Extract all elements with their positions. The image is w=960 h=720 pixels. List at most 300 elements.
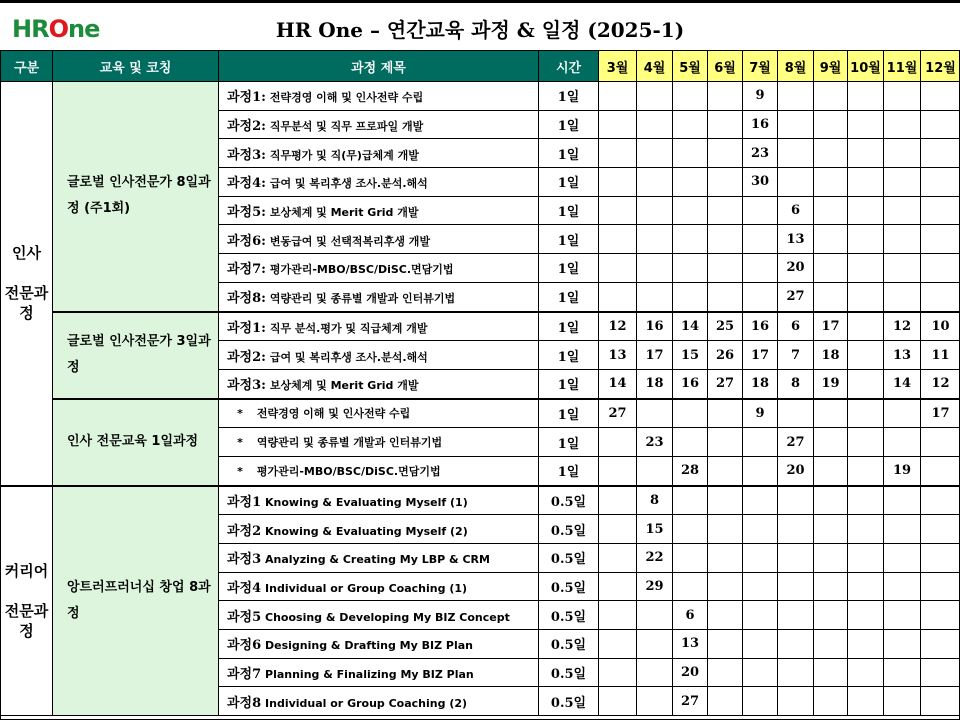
group-g1: 인사 전문교육 1일과정 [53, 399, 219, 486]
schedule-date-cell [599, 254, 637, 283]
schedule-date-cell [848, 687, 884, 716]
schedule-date-cell: 18 [637, 369, 673, 398]
schedule-date-cell [884, 139, 921, 168]
schedule-date-cell [921, 456, 960, 485]
course-title-cell [219, 282, 539, 311]
schedule-date-cell [884, 515, 921, 544]
course-title-cell [219, 428, 539, 457]
schedule-date-cell [778, 515, 814, 544]
schedule-date-cell [921, 658, 960, 687]
schedule-date-cell [814, 225, 848, 254]
schedule-date-cell [921, 254, 960, 283]
header-month: 3월 [599, 51, 637, 82]
schedule-date-cell: 13 [778, 225, 814, 254]
course-title: Knowing & Evaluating Myself (1) [265, 495, 468, 509]
schedule-date-cell [778, 572, 814, 601]
course-hours: 1일 [539, 399, 599, 428]
schedule-date-cell [708, 544, 743, 573]
course-title: Individual or Group Coaching (1) [265, 582, 468, 596]
schedule-date-cell: 17 [921, 399, 960, 428]
schedule-date-cell [848, 572, 884, 601]
bullet-marker: * [237, 436, 243, 450]
schedule-date-cell: 27 [778, 428, 814, 457]
schedule-date-cell [708, 658, 743, 687]
schedule-date-cell: 18 [814, 341, 848, 370]
course-hours: 1일 [539, 369, 599, 398]
course-title: 급여 및 복리후생 조사.분석.해석 [269, 350, 428, 364]
page-title: HR One – 연간교육 과정 & 일정 (2025-1) [275, 18, 685, 42]
schedule-date-cell [637, 225, 673, 254]
schedule-date-cell: 9 [743, 399, 778, 428]
schedule-date-cell [673, 399, 708, 428]
schedule-date-cell [884, 254, 921, 283]
course-title: 전략경영 이해 및 인사전략 수립 [269, 91, 424, 105]
header-hours: 시간 [539, 51, 599, 82]
schedule-date-cell: 12 [599, 312, 637, 341]
schedule-date-cell: 6 [778, 196, 814, 225]
schedule-date-cell [637, 139, 673, 168]
schedule-date-cell: 28 [673, 456, 708, 485]
schedule-date-cell [778, 687, 814, 716]
schedule-date-cell [884, 601, 921, 630]
header-month: 8월 [778, 51, 814, 82]
schedule-date-cell [743, 486, 778, 515]
schedule-date-cell [921, 572, 960, 601]
schedule-date-cell: 27 [673, 687, 708, 716]
course-title: 역량관리 및 종류별 개발과 인터뷰기법 [269, 292, 456, 306]
schedule-date-cell [814, 254, 848, 283]
schedule-date-cell [637, 82, 673, 111]
schedule-date-cell [848, 630, 884, 659]
schedule-date-cell [814, 630, 848, 659]
schedule-date-cell [778, 486, 814, 515]
schedule-date-cell [599, 282, 637, 311]
schedule-date-cell [814, 515, 848, 544]
schedule-date-cell: 16 [743, 110, 778, 139]
schedule-date-cell [921, 687, 960, 716]
schedule-date-cell [743, 544, 778, 573]
course-number: 과정1: [227, 320, 266, 336]
schedule-date-cell [921, 168, 960, 197]
course-title: 보상체계 및 Merit Grid 개발 [269, 206, 419, 220]
schedule-date-cell [884, 572, 921, 601]
schedule-date-cell [743, 658, 778, 687]
course-hours: 0.5일 [539, 486, 599, 515]
schedule-date-cell [673, 515, 708, 544]
schedule-date-cell [637, 254, 673, 283]
schedule-date-cell [743, 428, 778, 457]
schedule-date-cell: 15 [673, 341, 708, 370]
schedule-date-cell [778, 544, 814, 573]
schedule-date-cell [708, 196, 743, 225]
schedule-date-cell [848, 110, 884, 139]
schedule-date-cell [884, 196, 921, 225]
course-title-cell [219, 658, 539, 687]
schedule-date-cell: 22 [637, 544, 673, 573]
schedule-date-cell [708, 601, 743, 630]
schedule-date-cell: 19 [814, 369, 848, 398]
course-number: 과정6: [227, 233, 266, 249]
schedule-date-cell [637, 282, 673, 311]
course-number: 과정1: [227, 90, 266, 106]
course-title: 직무 분석.평가 및 직급체계 개발 [269, 321, 428, 335]
schedule-date-cell [637, 601, 673, 630]
course-title-cell [219, 82, 539, 111]
schedule-date-cell [814, 601, 848, 630]
schedule-date-cell [921, 139, 960, 168]
bullet-marker: * [237, 407, 243, 421]
schedule-date-cell: 13 [599, 341, 637, 370]
course-title-cell [219, 225, 539, 254]
schedule-date-cell [708, 110, 743, 139]
schedule-date-cell [673, 168, 708, 197]
course-title: 평가관리-MBO/BSC/DiSC.면담기법 [256, 464, 441, 478]
schedule-date-cell [884, 282, 921, 311]
schedule-date-cell [814, 168, 848, 197]
course-title: 급여 및 복리후생 조사.분석.해석 [269, 177, 428, 191]
schedule-date-cell [743, 572, 778, 601]
course-hours: 0.5일 [539, 687, 599, 716]
schedule-date-cell [599, 428, 637, 457]
schedule-date-cell: 29 [637, 572, 673, 601]
schedule-date-cell: 20 [778, 456, 814, 485]
schedule-date-cell [848, 312, 884, 341]
schedule-date-cell [599, 139, 637, 168]
course-number: 과정2 [227, 523, 262, 539]
course-title: Planning & Finalizing My BIZ Plan [265, 668, 474, 682]
schedule-date-cell [848, 139, 884, 168]
schedule-date-cell: 8 [637, 486, 673, 515]
schedule-date-cell [708, 687, 743, 716]
schedule-date-cell [778, 399, 814, 428]
header-course: 과정 제목 [219, 51, 539, 82]
schedule-date-cell [814, 428, 848, 457]
schedule-date-cell [708, 428, 743, 457]
schedule-date-cell [921, 225, 960, 254]
course-hours: 0.5일 [539, 515, 599, 544]
schedule-date-cell [778, 168, 814, 197]
schedule-date-cell [599, 630, 637, 659]
course-title-cell [219, 456, 539, 485]
course-number: 과정8: [227, 291, 266, 307]
schedule-date-cell [708, 572, 743, 601]
schedule-date-cell [921, 486, 960, 515]
course-hours: 1일 [539, 312, 599, 341]
schedule-date-cell [778, 630, 814, 659]
schedule-date-cell [884, 225, 921, 254]
schedule-date-cell [884, 630, 921, 659]
course-title-cell [219, 572, 539, 601]
schedule-date-cell [743, 282, 778, 311]
schedule-date-cell [673, 110, 708, 139]
course-title: 변동급여 및 선택적복리후생 개발 [269, 234, 431, 248]
header-month: 12월 [921, 51, 960, 82]
schedule-date-cell: 16 [637, 312, 673, 341]
schedule-date-cell: 6 [673, 601, 708, 630]
header-month: 11월 [884, 51, 921, 82]
course-hours: 0.5일 [539, 658, 599, 687]
header-month: 5월 [673, 51, 708, 82]
schedule-date-cell [599, 82, 637, 111]
schedule-date-cell [599, 225, 637, 254]
schedule-date-cell [708, 282, 743, 311]
schedule-date-cell: 20 [673, 658, 708, 687]
schedule-date-cell [673, 82, 708, 111]
course-title: 직무평가 및 직(무)급체계 개발 [269, 148, 419, 162]
course-hours: 0.5일 [539, 544, 599, 573]
schedule-date-cell [884, 82, 921, 111]
schedule-date-cell [673, 544, 708, 573]
schedule-date-cell [599, 515, 637, 544]
hr-one-logo: HROne [12, 15, 100, 43]
schedule-date-cell: 12 [921, 369, 960, 398]
schedule-date-cell [673, 428, 708, 457]
header-month: 7월 [743, 51, 778, 82]
course-number: 과정3 [227, 552, 262, 568]
schedule-date-cell [848, 369, 884, 398]
course-title-cell [219, 254, 539, 283]
schedule-date-cell [848, 515, 884, 544]
table-row [1, 399, 960, 428]
schedule-date-cell [778, 110, 814, 139]
schedule-date-cell [884, 544, 921, 573]
schedule-date-cell: 27 [778, 282, 814, 311]
schedule-date-cell [848, 601, 884, 630]
course-hours: 0.5일 [539, 572, 599, 601]
schedule-date-cell [637, 110, 673, 139]
course-number: 과정6 [227, 638, 262, 654]
course-hours: 1일 [539, 428, 599, 457]
schedule-date-cell [778, 139, 814, 168]
schedule-date-cell [743, 225, 778, 254]
course-hours: 1일 [539, 341, 599, 370]
schedule-date-cell: 18 [743, 369, 778, 398]
schedule-date-cell [848, 82, 884, 111]
course-number: 과정3: [227, 378, 266, 394]
schedule-date-cell [599, 456, 637, 485]
schedule-date-cell [708, 456, 743, 485]
schedule-date-cell [848, 428, 884, 457]
schedule-date-cell [637, 658, 673, 687]
table-row [1, 82, 960, 111]
course-title: Individual or Group Coaching (2) [265, 696, 468, 710]
course-hours: 1일 [539, 456, 599, 485]
course-title-cell [219, 341, 539, 370]
schedule-date-cell [599, 572, 637, 601]
course-hours: 0.5일 [539, 630, 599, 659]
schedule-date-cell [921, 82, 960, 111]
schedule-date-cell [814, 658, 848, 687]
schedule-date-cell: 6 [778, 312, 814, 341]
schedule-date-cell [884, 687, 921, 716]
course-hours: 0.5일 [539, 601, 599, 630]
course-title: 전략경영 이해 및 인사전략 수립 [256, 407, 411, 421]
schedule-date-cell [884, 110, 921, 139]
schedule-date-cell: 23 [637, 428, 673, 457]
schedule-date-cell: 14 [599, 369, 637, 398]
top-rule [0, 0, 960, 3]
course-number: 과정5 [227, 609, 262, 625]
schedule-date-cell: 14 [884, 369, 921, 398]
course-title: 보상체계 및 Merit Grid 개발 [269, 379, 419, 393]
course-hours: 1일 [539, 110, 599, 139]
course-title: 평가관리-MBO/BSC/DiSC.면담기법 [269, 263, 454, 277]
schedule-date-cell: 11 [921, 341, 960, 370]
course-number: 과정3: [227, 147, 266, 163]
schedule-date-cell [743, 630, 778, 659]
schedule-date-cell [743, 254, 778, 283]
course-title-cell [219, 196, 539, 225]
schedule-date-cell [708, 139, 743, 168]
schedule-date-cell [708, 254, 743, 283]
schedule-date-cell [814, 544, 848, 573]
course-title-cell [219, 399, 539, 428]
schedule-date-cell [637, 687, 673, 716]
course-number: 과정4 [227, 581, 262, 597]
header-row [1, 51, 960, 82]
schedule-date-cell [848, 486, 884, 515]
schedule-date-cell [814, 282, 848, 311]
schedule-date-cell: 16 [743, 312, 778, 341]
header-category: 구분 [1, 51, 53, 82]
schedule-date-cell [637, 399, 673, 428]
bullet-marker: * [237, 464, 243, 478]
course-title-cell [219, 168, 539, 197]
schedule-date-cell: 17 [814, 312, 848, 341]
schedule-date-cell [848, 399, 884, 428]
schedule-date-cell: 12 [884, 312, 921, 341]
schedule-date-cell [673, 196, 708, 225]
schedule-date-cell [921, 196, 960, 225]
schedule-date-cell [848, 196, 884, 225]
schedule-date-cell [921, 428, 960, 457]
course-hours: 1일 [539, 82, 599, 111]
course-title: Designing & Drafting My BIZ Plan [265, 639, 474, 653]
course-title: 직무분석 및 직무 프로파일 개발 [269, 120, 424, 134]
course-title: Analyzing & Creating My LBP & CRM [265, 553, 490, 567]
course-title-cell [219, 601, 539, 630]
schedule-date-cell [599, 486, 637, 515]
schedule-date-cell [599, 110, 637, 139]
schedule-date-cell [814, 399, 848, 428]
table-row [1, 486, 960, 515]
header-month: 10월 [848, 51, 884, 82]
schedule-date-cell: 9 [743, 82, 778, 111]
schedule-date-cell [743, 687, 778, 716]
schedule-date-cell [884, 486, 921, 515]
schedule-date-cell [814, 139, 848, 168]
schedule-date-cell [884, 168, 921, 197]
course-hours: 1일 [539, 282, 599, 311]
schedule-date-cell [814, 110, 848, 139]
course-number: 과정7: [227, 262, 266, 278]
course-title-cell [219, 110, 539, 139]
schedule-date-cell [708, 486, 743, 515]
course-title: 역량관리 및 종류별 개발과 인터뷰기법 [256, 436, 443, 450]
schedule-date-cell [848, 341, 884, 370]
schedule-date-cell [637, 456, 673, 485]
course-number: 과정2: [227, 349, 266, 365]
schedule-date-cell [637, 168, 673, 197]
schedule-date-cell [599, 658, 637, 687]
schedule-date-cell [743, 515, 778, 544]
category-career: 커리어 전문과정 [1, 486, 53, 716]
schedule-date-cell [637, 630, 673, 659]
schedule-date-cell [921, 544, 960, 573]
schedule-date-cell: 27 [599, 399, 637, 428]
course-title-cell [219, 630, 539, 659]
schedule-date-cell [708, 168, 743, 197]
schedule-date-cell [708, 399, 743, 428]
category-hr: 인사 전문과정 [1, 82, 53, 486]
schedule-date-cell [814, 196, 848, 225]
course-title-cell [219, 486, 539, 515]
schedule-date-cell [848, 544, 884, 573]
course-number: 과정2: [227, 119, 266, 135]
schedule-date-cell: 25 [708, 312, 743, 341]
course-title-cell [219, 687, 539, 716]
schedule-date-cell: 19 [884, 456, 921, 485]
schedule-date-cell [814, 572, 848, 601]
header-group: 교육 및 코칭 [53, 51, 219, 82]
schedule-date-cell [599, 544, 637, 573]
schedule-date-cell: 26 [708, 341, 743, 370]
schedule-date-cell: 27 [708, 369, 743, 398]
schedule-date-cell: 13 [673, 630, 708, 659]
course-title-cell [219, 515, 539, 544]
schedule-date-cell [673, 225, 708, 254]
schedule-date-cell [921, 110, 960, 139]
course-number: 과정8 [227, 695, 262, 711]
schedule-date-cell: 17 [637, 341, 673, 370]
schedule-date-cell [708, 82, 743, 111]
schedule-date-cell [814, 456, 848, 485]
course-title-cell [219, 312, 539, 341]
group-ent: 앙트러프러너십 창업 8과정 [53, 486, 219, 716]
schedule-date-cell [921, 515, 960, 544]
course-number: 과정7 [227, 667, 262, 683]
schedule-date-cell [599, 196, 637, 225]
schedule-date-cell [921, 282, 960, 311]
schedule-date-cell: 30 [743, 168, 778, 197]
schedule-date-cell [848, 168, 884, 197]
schedule-date-cell [599, 601, 637, 630]
course-number: 과정5: [227, 205, 266, 221]
course-number: 과정1 [227, 494, 262, 510]
course-title: Choosing & Developing My BIZ Concept [265, 610, 510, 624]
schedule-date-cell: 13 [884, 341, 921, 370]
schedule-date-cell [778, 601, 814, 630]
course-number: 과정4: [227, 176, 266, 192]
course-title-cell [219, 369, 539, 398]
schedule-date-cell [848, 658, 884, 687]
schedule-date-cell [778, 658, 814, 687]
schedule-date-cell: 15 [637, 515, 673, 544]
course-hours: 1일 [539, 168, 599, 197]
schedule-date-cell: 17 [743, 341, 778, 370]
schedule-date-cell [884, 428, 921, 457]
schedule-date-cell [673, 139, 708, 168]
schedule-date-cell [599, 687, 637, 716]
schedule-date-cell [599, 168, 637, 197]
course-title-cell [219, 139, 539, 168]
course-hours: 1일 [539, 196, 599, 225]
schedule-date-cell: 16 [673, 369, 708, 398]
schedule-date-cell: 7 [778, 341, 814, 370]
schedule-date-cell [637, 196, 673, 225]
schedule-date-cell [921, 601, 960, 630]
schedule-date-cell [814, 687, 848, 716]
